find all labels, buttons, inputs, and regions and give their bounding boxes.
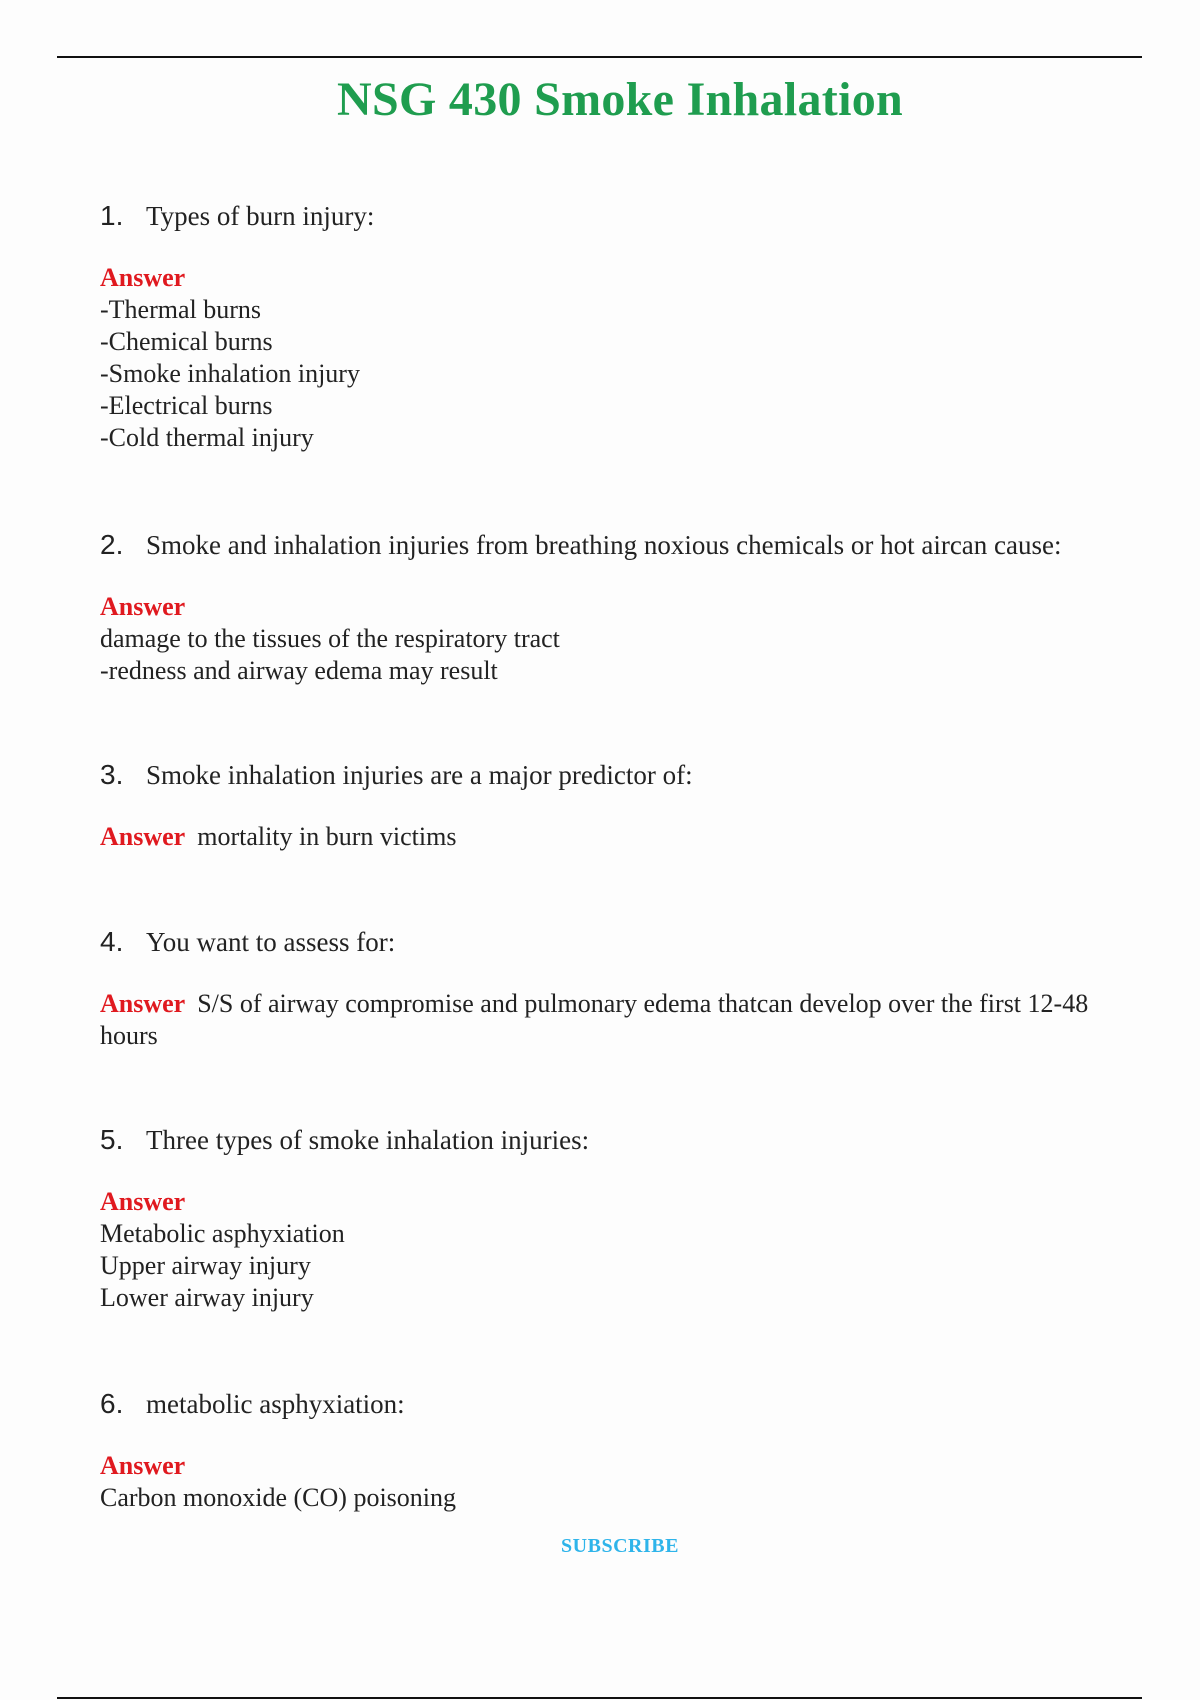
answer-label: Answer [100, 1451, 186, 1480]
question-line [100, 529, 1145, 561]
answer-line: Metabolic asphyxiation [100, 1219, 345, 1248]
question-text: Three types of smoke inhalation injuries: [146, 1125, 590, 1155]
question-line [100, 926, 1145, 958]
question-text: metabolic asphyxiation: [146, 1389, 405, 1419]
answer-line: -Electrical burns [100, 391, 273, 420]
answer-label: Answer [100, 592, 186, 621]
question-item [100, 200, 1145, 454]
answer-label: Answer [100, 263, 186, 292]
answer-block [100, 591, 1145, 687]
question-number: 5. [100, 1124, 124, 1155]
bottom-rule [57, 1697, 1142, 1699]
question-number: 1. [100, 200, 124, 231]
subscribe-link[interactable]: SUBSCRIBE [561, 1535, 679, 1557]
top-rule [57, 56, 1142, 58]
question-item [100, 529, 1145, 687]
answer-line: Lower airway injury [100, 1283, 314, 1312]
question-line [100, 200, 1145, 232]
question-item [100, 759, 1145, 853]
question-number: 4. [100, 926, 124, 957]
question-text: Smoke and inhalation injuries from breathing noxious chemicals or hot aircan cause: [146, 530, 1062, 560]
answer-text: S/S of airway compromise and pulmonary edema thatcan develop over the first 12-48 hours [100, 989, 1089, 1050]
question-text: Smoke inhalation injuries are a major predictor of: [146, 760, 693, 790]
question-item [100, 1124, 1145, 1314]
question-number: 2. [100, 529, 124, 560]
answer-block [100, 1186, 1145, 1314]
answer-line: Upper airway injury [100, 1251, 311, 1280]
answer-text: mortality in burn victims [197, 822, 457, 851]
question-item [100, 926, 1145, 1052]
question-text: Types of burn injury: [146, 201, 375, 231]
answer-line: -Chemical burns [100, 327, 273, 356]
answer-line: Carbon monoxide (CO) poisoning [100, 1483, 457, 1512]
answer-line: -Smoke inhalation injury [100, 359, 360, 388]
answer-block [100, 988, 1145, 1052]
question-line [100, 1388, 1145, 1420]
question-number: 6. [100, 1388, 124, 1419]
answer-block [100, 262, 1145, 454]
answer-line: -redness and airway edema may result [100, 656, 498, 685]
question-item [100, 1388, 1145, 1514]
answer-line: damage to the tissues of the respiratory tract [100, 624, 560, 653]
document-title: NSG 430 Smoke Inhalation [337, 73, 903, 126]
answer-line: -Thermal burns [100, 295, 262, 324]
answer-label: Answer [100, 989, 186, 1018]
answer-label: Answer [100, 1187, 186, 1216]
answer-label: Answer [100, 822, 186, 851]
answer-line: -Cold thermal injury [100, 423, 314, 452]
question-number: 3. [100, 759, 124, 790]
question-line [100, 759, 1145, 791]
answer-block [100, 1450, 1145, 1514]
question-text: You want to assess for: [146, 927, 396, 957]
answer-block [100, 821, 1145, 853]
question-line [100, 1124, 1145, 1156]
